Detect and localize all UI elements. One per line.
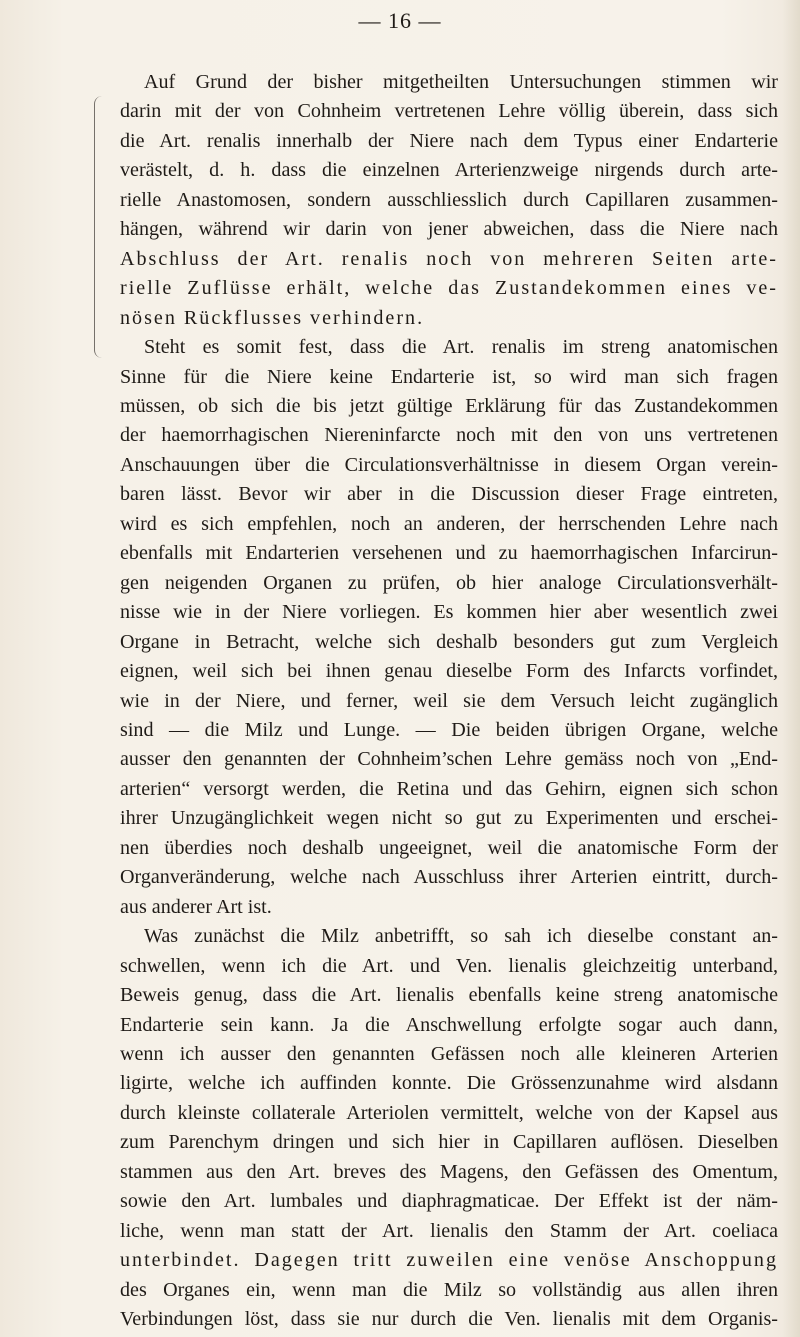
text-line: unterbindet. Dagegen tritt zuweilen eine venöse Anschoppung [120, 1249, 778, 1272]
text-line: Sinne für die Niere keine Endarterie ist, so wird man sich fragen [120, 365, 778, 388]
text-line: Beweis genug, dass die Art. lienalis ebenfalls keine streng anatomische [120, 984, 778, 1007]
text-line: nen überdies noch deshalb ungeeignet, weil die anatomische Form der [120, 836, 778, 859]
text-line: sowie den Art. lumbales und diaphragmaticae. Der Effekt ist der näm- [120, 1190, 778, 1213]
text-line: ebenfalls mit Endarterien versehenen und zu haemorrhagischen Infarcirun- [120, 542, 778, 565]
text-line: durch kleinste collaterale Arteriolen vermittelt, welche von der Kapsel aus [120, 1101, 778, 1124]
text-line: Was zunächst die Milz anbetrifft, so sah ich dieselbe constant an- [144, 925, 778, 948]
text-line: liche, wenn man statt der Art. lienalis den Stamm der Art. coeliaca [120, 1219, 778, 1242]
text-line: darin mit der von Cohnheim vertretenen Lehre völlig überein, dass sich [120, 100, 778, 123]
text-line: die Art. renalis innerhalb der Niere nach dem Typus einer Endarterie [120, 129, 778, 152]
text-line: schwellen, wenn ich die Art. und Ven. lienalis gleichzeitig unterband, [120, 954, 778, 977]
text-line: müssen, ob sich die bis jetzt gültige Erklärung für das Zustandekommen [120, 394, 778, 417]
text-line: ligirte, welche ich auffinden konnte. Die Grössenzunahme wird alsdann [120, 1072, 778, 1095]
text-line: verästelt, d. h. dass die einzelnen Arterienzweige nirgends durch arte- [120, 159, 778, 182]
text-line: baren lässt. Bevor wir aber in die Discussion dieser Frage eintreten, [120, 483, 778, 506]
text-line: des Organes ein, wenn man die Milz so vollständig aus allen ihren [120, 1278, 778, 1301]
text-line: ausser den genannten der Cohnheim’schen Lehre gemäss noch von „End- [120, 748, 778, 771]
text-line: rielle Zuflüsse erhält, welche das Zustandekommen eines ve- [120, 277, 778, 300]
text-line: aus anderer Art ist. [120, 895, 272, 918]
text-line: Steht es somit fest, dass die Art. renalis im streng anatomischen [144, 336, 778, 359]
text-line: wird es sich empfehlen, noch an anderen, der herrschenden Lehre nach [120, 512, 778, 535]
text-line: Verbindungen löst, dass sie nur durch die Ven. lienalis mit dem Organis- [120, 1308, 778, 1331]
page-number: — 16 — [358, 8, 442, 33]
text-line: rielle Anastomosen, sondern ausschliesslich durch Capillaren zusammen- [120, 188, 778, 211]
margin-pencil-mark [94, 96, 111, 358]
page-edge-shadow [782, 0, 800, 1337]
text-line: Endarterie sein kann. Ja die Anschwellung erfolgte sogar auch dann, [120, 1013, 778, 1036]
text-line: wie in der Niere, und ferner, weil sie dem Versuch leicht zugänglich [120, 689, 778, 712]
text-line: nösen Rückflusses verhindern. [120, 306, 425, 329]
text-line: sind — die Milz und Lunge. — Die beiden übrigen Organe, welche [120, 718, 778, 741]
text-line: Anschauungen über die Circulationsverhältnisse in diesem Organ verein- [120, 453, 778, 476]
text-line: hängen, während wir darin von jener abweichen, dass die Niere nach [120, 218, 778, 241]
text-line: Organveränderung, welche nach Ausschluss ihrer Arterien eintritt, durch- [120, 866, 778, 889]
text-line: Organe in Betracht, welche sich deshalb besonders gut zum Vergleich [120, 630, 778, 653]
text-line: ihrer Unzugänglichkeit wegen nicht so gut zu Experimenten und erschei- [120, 807, 778, 830]
text-line: der haemorrhagischen Niereninfarcte noch mit den von uns vertretenen [120, 424, 778, 447]
text-line: nisse wie in der Niere vorliegen. Es kommen hier aber wesentlich zwei [120, 601, 778, 624]
text-line: wenn ich ausser den genannten Gefässen noch alle kleineren Arterien [120, 1042, 778, 1065]
text-line: arterien“ versorgt werden, die Retina und das Gehirn, eignen sich schon [120, 777, 778, 800]
body-text [120, 68, 778, 1334]
text-line: Auf Grund der bisher mitgetheilten Untersuchungen stimmen wir [144, 71, 778, 93]
text-line: gen neigenden Organen zu prüfen, ob hier analoge Circulationsverhält- [120, 571, 778, 594]
text-line: zum Parenchym dringen und sich hier in Capillaren auflösen. Dieselben [120, 1131, 778, 1154]
text-line: eignen, weil sich bei ihnen genau dieselbe Form des Infarcts vorfindet, [120, 660, 778, 683]
text-line: Abschluss der Art. renalis noch von mehreren Seiten arte- [120, 247, 778, 270]
text-line: stammen aus den Art. breves des Magens, den Gefässen des Omentum, [120, 1160, 778, 1183]
